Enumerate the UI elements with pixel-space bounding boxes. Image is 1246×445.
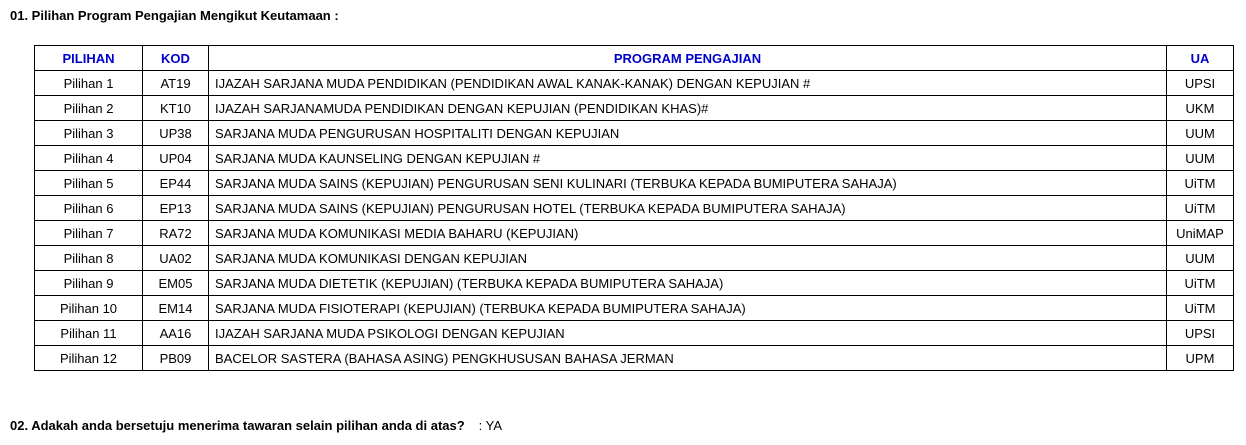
cell-pilihan: Pilihan 2 [35,96,143,121]
cell-pilihan: Pilihan 11 [35,321,143,346]
cell-kod: AA16 [143,321,209,346]
header-pilihan: PILIHAN [35,46,143,71]
cell-pilihan: Pilihan 5 [35,171,143,196]
cell-ua: UniMAP [1167,221,1234,246]
question-2-answer: : YA [478,418,503,433]
cell-kod: EM05 [143,271,209,296]
cell-program: BACELOR SASTERA (BAHASA ASING) PENGKHUSUSAN BAHASA JERMAN [209,346,1167,371]
cell-ua: UPSI [1167,321,1234,346]
header-program-pengajian: PROGRAM PENGAJIAN [209,46,1167,71]
question-2 [10,418,502,433]
table-row [35,346,1234,371]
cell-program: SARJANA MUDA FISIOTERAPI (KEPUJIAN) (TERBUKA KEPADA BUMIPUTERA SAHAJA) [209,296,1167,321]
section-1-title: 01. Pilihan Program Pengajian Mengikut Keutamaan : [10,8,339,23]
header-ua: UA [1167,46,1234,71]
cell-program: SARJANA MUDA KOMUNIKASI DENGAN KEPUJIAN [209,246,1167,271]
cell-pilihan: Pilihan 1 [35,71,143,96]
cell-kod: KT10 [143,96,209,121]
cell-program: SARJANA MUDA KOMUNIKASI MEDIA BAHARU (KEPUJIAN) [209,221,1167,246]
cell-kod: EM14 [143,296,209,321]
cell-kod: EP13 [143,196,209,221]
cell-program: IJAZAH SARJANA MUDA PSIKOLOGI DENGAN KEPUJIAN [209,321,1167,346]
cell-program: SARJANA MUDA PENGURUSAN HOSPITALITI DENGAN KEPUJIAN [209,121,1167,146]
cell-ua: UPM [1167,346,1234,371]
cell-kod: UA02 [143,246,209,271]
cell-ua: UiTM [1167,196,1234,221]
cell-ua: UiTM [1167,271,1234,296]
table-row [35,96,1234,121]
cell-ua: UiTM [1167,171,1234,196]
table-row [35,246,1234,271]
table-row [35,271,1234,296]
table-row [35,221,1234,246]
cell-pilihan: Pilihan 4 [35,146,143,171]
cell-ua: UUM [1167,246,1234,271]
cell-program: SARJANA MUDA SAINS (KEPUJIAN) PENGURUSAN SENI KULINARI (TERBUKA KEPADA BUMIPUTERA SAHAJA) [209,171,1167,196]
cell-kod: EP44 [143,171,209,196]
cell-kod: UP38 [143,121,209,146]
cell-pilihan: Pilihan 6 [35,196,143,221]
cell-pilihan: Pilihan 8 [35,246,143,271]
cell-pilihan: Pilihan 12 [35,346,143,371]
table-row [35,146,1234,171]
cell-pilihan: Pilihan 7 [35,221,143,246]
table-row [35,121,1234,146]
cell-program: SARJANA MUDA SAINS (KEPUJIAN) PENGURUSAN HOTEL (TERBUKA KEPADA BUMIPUTERA SAHAJA) [209,196,1167,221]
cell-pilihan: Pilihan 3 [35,121,143,146]
cell-ua: UUM [1167,121,1234,146]
table-row [35,321,1234,346]
cell-ua: UUM [1167,146,1234,171]
question-2-text: 02. Adakah anda bersetuju menerima tawaran selain pilihan anda di atas? [10,418,465,433]
program-choices-table [34,45,1234,371]
table-row [35,296,1234,321]
table-row [35,171,1234,196]
cell-kod: UP04 [143,146,209,171]
cell-program: IJAZAH SARJANAMUDA PENDIDIKAN DENGAN KEPUJIAN (PENDIDIKAN KHAS)# [209,96,1167,121]
cell-pilihan: Pilihan 10 [35,296,143,321]
cell-kod: AT19 [143,71,209,96]
table-row [35,196,1234,221]
cell-program: IJAZAH SARJANA MUDA PENDIDIKAN (PENDIDIKAN AWAL KANAK-KANAK) DENGAN KEPUJIAN # [209,71,1167,96]
header-kod: KOD [143,46,209,71]
cell-ua: UKM [1167,96,1234,121]
cell-kod: PB09 [143,346,209,371]
cell-program: SARJANA MUDA DIETETIK (KEPUJIAN) (TERBUKA KEPADA BUMIPUTERA SAHAJA) [209,271,1167,296]
cell-ua: UiTM [1167,296,1234,321]
table-header-row [35,46,1234,71]
cell-ua: UPSI [1167,71,1234,96]
cell-program: SARJANA MUDA KAUNSELING DENGAN KEPUJIAN # [209,146,1167,171]
cell-pilihan: Pilihan 9 [35,271,143,296]
table-row [35,71,1234,96]
cell-kod: RA72 [143,221,209,246]
